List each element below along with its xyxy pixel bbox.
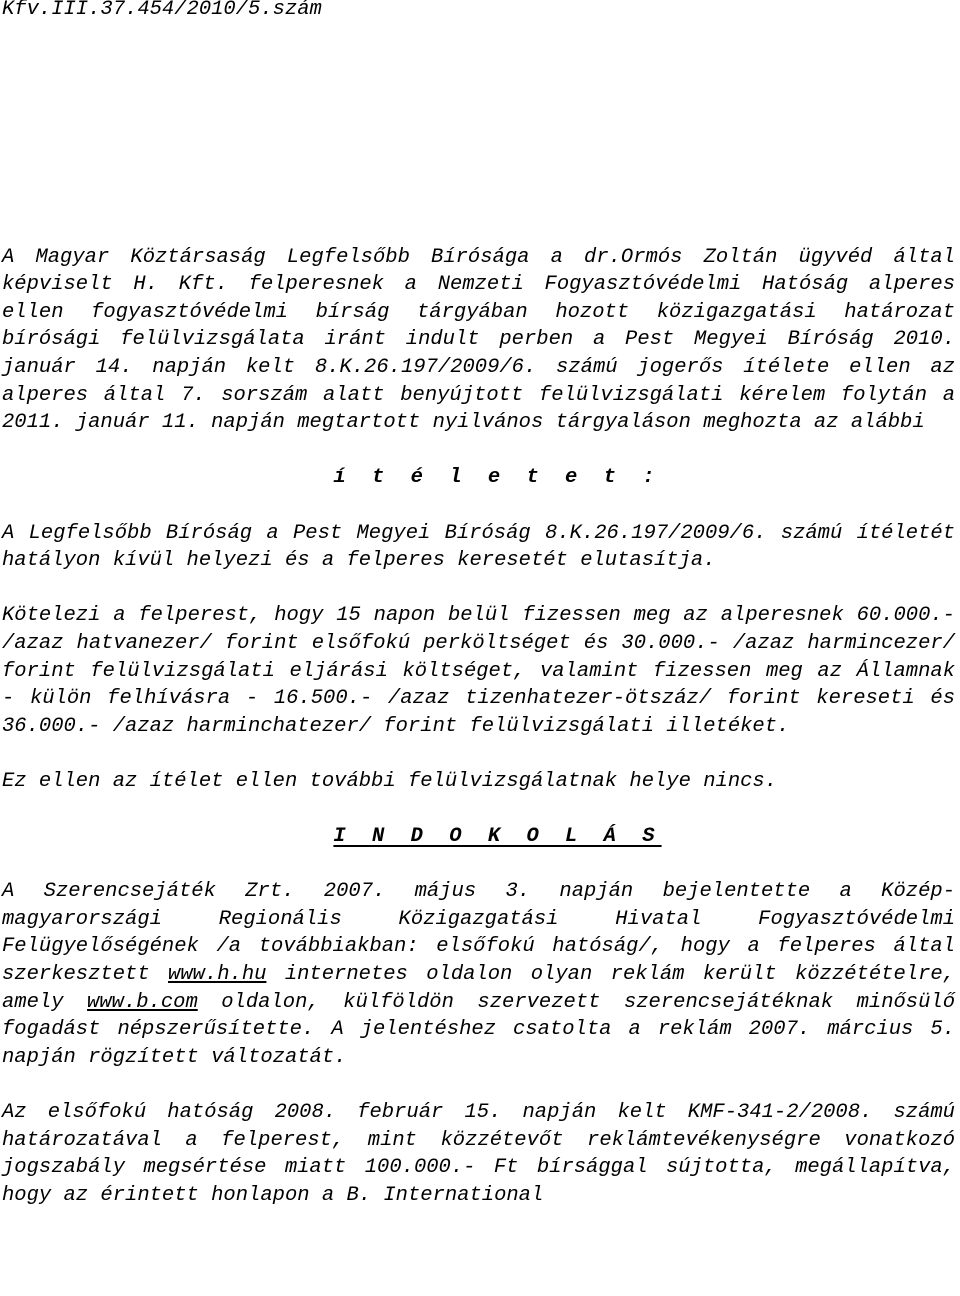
- case-number: Kfv.III.37.454/2010/5.szám: [2, 0, 322, 21]
- verdict-paragraph-2: Kötelezi a felperest, hogy 15 napon belül fizessen meg az alperesnek 60.000.- /azaz hatvanezer/ forint elsőfokú perköltséget és 30.000.- /azaz harmincezer/ forint felülvizsgálati eljárási költséget, valamint fizessen meg az Államnak - külön felhívásra - 16.500.- /azaz tizenhatezer-ötszáz/ forint kereseti és 36.000.- /azaz harminchatezer/ forint felülvizsgálati illetéket.: [2, 604, 955, 738]
- spacer: [2, 24, 955, 244]
- reasoning-text: A Szerencsejáték Zrt. 2007. május 3. napján bejelentette a Közép-magyarországi Regionális Közigazgatási Hivatal Fogyasztóvédelmi Felügyelőségének /a továbbiakban: elsőfokú hatóság/, hogy a felperes által szerkesztett: [2, 880, 955, 987]
- spacer: [2, 851, 955, 879]
- spacer: [2, 575, 955, 603]
- website-link-b[interactable]: www.b.com: [87, 990, 198, 1014]
- reasoning-text: internetes oldalon olyan reklám került közzétételre, amely: [2, 963, 955, 1014]
- intro-paragraph: A Magyar Köztársaság Legfelsőbb Bírósága a dr.Ormós Zoltán ügyvéd által képviselt H. Kft. felperesnek a Nemzeti Fogyasztóvédelmi Hatóság alperes ellen fogyasztóvédelmi bírság tárgyában hozott közigazgatási határozat bírósági felülvizsgálata iránt indult perben a Pest Megyei Bíróság 2010. január 14. napján kelt 8.K.26.197/2009/6. számú jogerős ítélete ellen az alperes által 7. sorszám alatt benyújtott felülvizsgálati kérelem folytán a 2011. január 11. napján megtartott nyilvános tárgyaláson meghozta az alábbi: [2, 245, 955, 435]
- spacer: [2, 795, 955, 823]
- reasoning-paragraph-2: Az elsőfokú hatóság 2008. február 15. napján kelt KMF-341-2/2008. számú határozatával a felperest, mint közzétevőt reklámtevékenységre vonatkozó jogszabály megsértése miatt 100.000.- Ft bírsággal sújtotta, megállapítva, hogy az érintett honlapon a B. International: [2, 1101, 955, 1207]
- verdict-paragraph-3: Ez ellen az ítélet ellen további felülvizsgálatnak helye nincs.: [2, 769, 778, 793]
- spacer: [2, 437, 955, 465]
- spacer: [2, 492, 955, 520]
- verdict-paragraph-1: A Legfelsőbb Bíróság a Pest Megyei Bíróság 8.K.26.197/2009/6. számú ítéletét hatályon kívül helyezi és a felperes keresetét elutasítja.: [2, 521, 955, 573]
- document-page: [2, 0, 955, 1209]
- verdict-heading: í t é l e t e t :: [333, 466, 662, 490]
- spacer: [2, 1071, 955, 1099]
- reasoning-paragraph-1: [2, 878, 955, 1071]
- spacer: [2, 740, 955, 768]
- reasoning-heading: I N D O K O L Á S: [333, 825, 662, 849]
- reasoning-text: oldalon, külföldön szervezett szerencsejátéknak minősülő fogadást népszerűsítette. A jelentéshez csatolta a reklám 2007. március 5. napján rögzített változatát.: [2, 990, 956, 1069]
- website-link-h[interactable]: www.h.hu: [168, 963, 267, 987]
